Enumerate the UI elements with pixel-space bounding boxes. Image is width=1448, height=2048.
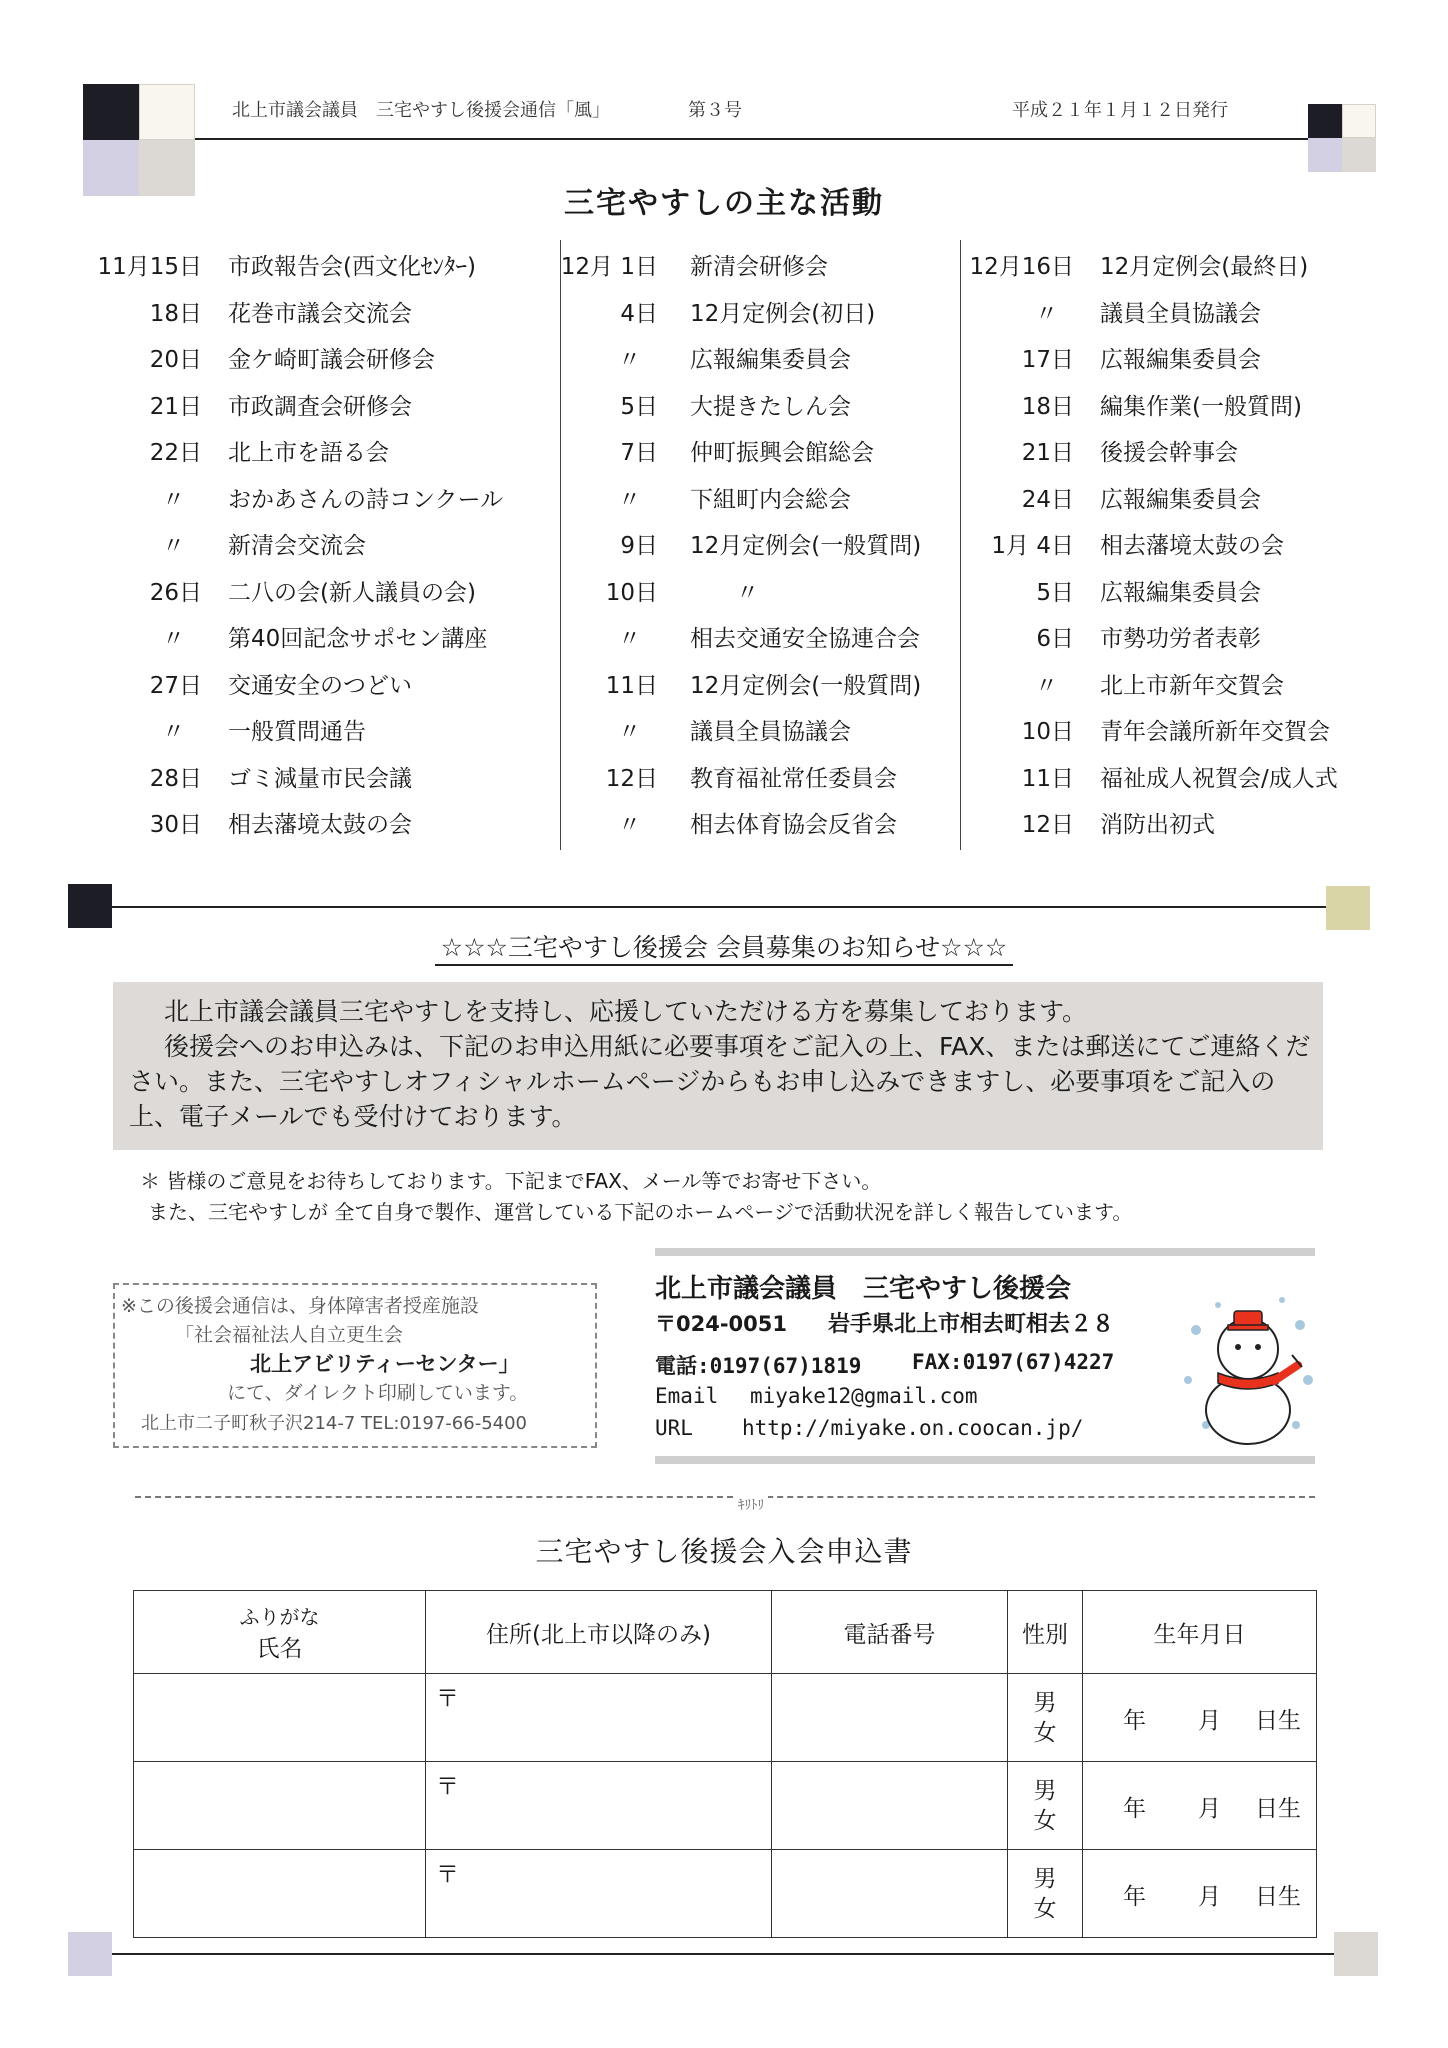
- activity-row: [100, 481, 560, 528]
- activity-event: 仲町振興会館総会: [690, 440, 874, 466]
- activity-row: [966, 713, 1366, 760]
- header-address: 住所(北上市以降のみ): [426, 1591, 772, 1674]
- activity-event: 消防出初式: [1100, 812, 1215, 838]
- month-label: 月: [1198, 1708, 1221, 1734]
- phone-cell[interactable]: [772, 1674, 1008, 1762]
- activity-row: [566, 388, 956, 435]
- contact-url-label: URL: [655, 1416, 693, 1440]
- column-divider: [560, 240, 561, 850]
- activity-date: 27日: [149, 672, 202, 699]
- activity-event: 編集作業(一般質問): [1100, 393, 1302, 420]
- activity-row: [966, 388, 1366, 435]
- activity-row: [97, 248, 560, 295]
- contact-email[interactable]: miyake12@gmail.com: [750, 1384, 978, 1408]
- activity-date: 6日: [1036, 626, 1074, 652]
- activity-row: [566, 620, 956, 667]
- activity-date: 5日: [620, 393, 658, 420]
- activity-date: 〃: [618, 812, 641, 838]
- activity-date: 17日: [1021, 347, 1074, 373]
- name-cell[interactable]: [134, 1674, 426, 1762]
- contact-url[interactable]: http://miyake.on.coocan.jp/: [742, 1416, 1084, 1440]
- activity-row: [100, 341, 560, 388]
- recruitment-title: [0, 928, 1448, 964]
- activity-date: 26日: [149, 579, 202, 606]
- phone-cell[interactable]: [772, 1850, 1008, 1938]
- activity-event: 12月定例会(一般質問): [690, 533, 922, 559]
- header-phone: 電話番号: [772, 1591, 1008, 1674]
- activity-event: 相去藩境太鼓の会: [228, 812, 412, 838]
- gender-cell[interactable]: [1008, 1850, 1083, 1938]
- activity-event: 大提きたしん会: [690, 393, 851, 420]
- birthdate-cell[interactable]: [1083, 1674, 1317, 1762]
- activity-event: 花巻市議会交流会: [228, 300, 412, 327]
- activity-row: [966, 248, 1366, 295]
- contact-fax: FAX:0197(67)4227: [912, 1350, 1115, 1374]
- activity-event: 二八の会(新人議員の会): [228, 579, 476, 606]
- activity-event: 12月定例会(最終日): [1100, 254, 1309, 280]
- address-cell[interactable]: [426, 1762, 772, 1850]
- activity-row: [100, 806, 560, 853]
- activity-date: 12月 1日: [560, 254, 658, 280]
- corner-square-dark-tl: [83, 84, 139, 140]
- phone-cell[interactable]: [772, 1762, 1008, 1850]
- cut-label: ｷﾘﾄﾘ: [734, 1494, 768, 1513]
- activity-row: [100, 620, 560, 667]
- activity-event: 一般質問通告: [228, 719, 366, 745]
- activity-date: 〃: [162, 533, 185, 559]
- header-rule: [195, 138, 1308, 140]
- day-label: 日生: [1255, 1708, 1301, 1734]
- activity-row: [100, 667, 560, 714]
- activity-row: [560, 248, 956, 295]
- activity-date: 28日: [149, 765, 202, 792]
- activity-row: [100, 434, 560, 481]
- gender-female[interactable]: 女: [1033, 1895, 1057, 1922]
- activity-date: 18日: [1021, 393, 1074, 420]
- gender-male[interactable]: 男: [1033, 1777, 1057, 1804]
- footer-square-gray: [1334, 1932, 1378, 1976]
- recruitment-paragraph-1: 北上市議会議員三宅やすしを支持し、応援していただける方を募集しております。: [164, 997, 1088, 1026]
- activity-row: [566, 713, 956, 760]
- month-label: 月: [1198, 1884, 1221, 1910]
- form-row: [134, 1850, 1317, 1938]
- contact-org: 北上市議会議員 三宅やすし後援会: [655, 1274, 1072, 1304]
- activity-date: 12日: [1021, 812, 1074, 838]
- corner-square-gray-tr: [1342, 138, 1376, 172]
- header-gender: 性別: [1008, 1591, 1083, 1674]
- activity-date: 〃: [162, 626, 185, 652]
- activity-date: 12日: [605, 765, 658, 792]
- activity-event: 後援会幹事会: [1100, 440, 1238, 466]
- print-notice-line-2: 「社会福祉法人自立更生会: [175, 1324, 404, 1346]
- gender-cell[interactable]: [1008, 1674, 1083, 1762]
- activity-date: 21日: [1021, 440, 1074, 466]
- mid-divider-rule: [112, 906, 1326, 908]
- note-line-2: また、三宅やすしが 全て自身で製作、運営している下記のホームページで活動状況を詳しく報告しています。: [148, 1200, 1133, 1224]
- activity-row: [100, 295, 560, 342]
- activity-event: 下組町内会総会: [690, 486, 851, 513]
- contact-top-bar: [655, 1248, 1315, 1256]
- activity-date: 12月16日: [969, 254, 1074, 280]
- activity-date: 10日: [605, 579, 658, 606]
- activity-event: 新清会交流会: [228, 533, 366, 559]
- address-cell[interactable]: [426, 1674, 772, 1762]
- activity-date: 〃: [618, 626, 641, 652]
- issue-number: 第３号: [688, 100, 742, 121]
- activity-row: [566, 760, 956, 807]
- activity-row: [100, 527, 560, 574]
- print-notice-line-4: にて、ダイレクト印刷しています。: [227, 1382, 529, 1404]
- name-cell[interactable]: [134, 1850, 426, 1938]
- birthdate-cell[interactable]: [1083, 1762, 1317, 1850]
- application-form-table: [133, 1590, 1317, 1938]
- year-label: 年: [1123, 1884, 1146, 1910]
- activity-date: 〃: [162, 719, 185, 745]
- postal-mark: 〒: [436, 1862, 459, 1888]
- activity-row: [100, 713, 560, 760]
- activity-date: 24日: [1021, 486, 1074, 513]
- activity-event: 市政調査会研修会: [228, 393, 412, 420]
- column-divider: [960, 240, 961, 850]
- print-notice-line-3: 北上アビリティーセンター」: [250, 1352, 520, 1376]
- activity-event: 北上市を語る会: [228, 440, 389, 466]
- corner-square-dark-tr: [1308, 104, 1342, 138]
- activity-row: [566, 806, 956, 853]
- header-birthdate: 生年月日: [1083, 1591, 1317, 1674]
- activity-row: [566, 527, 956, 574]
- activity-event: 広報編集委員会: [1100, 347, 1261, 373]
- activity-date: 21日: [149, 393, 202, 420]
- activity-date: 11日: [605, 672, 658, 699]
- activity-date: 〃: [1035, 300, 1058, 327]
- activity-event: ゴミ減量市民会議: [228, 765, 412, 792]
- gender-female[interactable]: 女: [1033, 1807, 1057, 1834]
- activity-row: [966, 574, 1366, 621]
- activity-date: 〃: [162, 486, 185, 513]
- month-label: 月: [1198, 1796, 1221, 1822]
- activity-date: 9日: [620, 533, 658, 559]
- activity-date: 4日: [620, 300, 658, 327]
- activity-event: 相去体育協会反省会: [690, 812, 897, 838]
- activity-event: 教育福祉常任委員会: [690, 765, 897, 792]
- activity-event: 金ケ崎町議会研修会: [228, 347, 435, 373]
- publication-name: 北上市議会議員 三宅やすし後援会通信「風」: [232, 100, 610, 121]
- activity-row: [966, 667, 1366, 714]
- activity-event: 新清会研修会: [690, 254, 828, 280]
- activity-date: 22日: [149, 440, 202, 466]
- footer-rule: [112, 1953, 1334, 1955]
- activity-date: 20日: [149, 347, 202, 373]
- contact-bottom-bar: [655, 1456, 1315, 1464]
- activity-event: 議員全員協議会: [690, 719, 851, 745]
- corner-square-cream-tr: [1342, 104, 1376, 138]
- contact-address: 岩手県北上市相去町相去２８: [828, 1312, 1115, 1337]
- postal-mark: 〒: [436, 1774, 459, 1800]
- activity-row: [966, 341, 1366, 388]
- form-row: [134, 1762, 1317, 1850]
- activity-event: 12月定例会(初日): [690, 300, 876, 327]
- activity-event: 市勢功労者表彰: [1100, 626, 1261, 652]
- note-line-1: ＊ 皆様のご意見をお待ちしております。下記までFAX、メール等でお寄せ下さい。: [140, 1169, 882, 1193]
- activity-date: 〃: [1035, 672, 1058, 699]
- recruitment-paragraph-2: 後援会へのお申込みは、下記のお申込用紙に必要事項をご記入の上、FAX、または郵送にてご連絡ください。また、三宅やすしオフィシャルホームページからもお申し込みできますし、必要事項をご記入の上、電子メールでも受付けております。: [129, 1032, 1311, 1131]
- header-name: [134, 1591, 426, 1674]
- activity-date: 11月15日: [97, 254, 202, 280]
- print-notice-line-5: 北上市二子町秋子沢214-7 TEL:0197-66-5400: [141, 1413, 527, 1434]
- activity-row: [966, 527, 1366, 574]
- activity-date: 30日: [149, 812, 202, 838]
- activity-event: 市政報告会(西文化ｾﾝﾀｰ): [228, 254, 476, 280]
- activity-row: [100, 574, 560, 621]
- activity-row: [566, 295, 956, 342]
- print-notice-line-1: ※この後援会通信は、身体障害者授産施設: [121, 1295, 479, 1317]
- activity-row: [966, 434, 1366, 481]
- activities-column-2: [560, 248, 956, 853]
- activity-event: 福祉成人祝賀会/成人式: [1100, 765, 1338, 792]
- activity-date: 11日: [1021, 765, 1074, 792]
- divider-square-dark: [68, 884, 112, 928]
- activities-column-3: [966, 248, 1366, 853]
- activity-date: 7日: [620, 440, 658, 466]
- activity-event: 相去藩境太鼓の会: [1100, 533, 1284, 559]
- contact-postal: 〒024-0051: [655, 1312, 787, 1336]
- activity-date: 10日: [1021, 719, 1074, 745]
- activity-event: 相去交通安全協連合会: [690, 626, 920, 652]
- day-label: 日生: [1255, 1884, 1301, 1910]
- activities-column-1: [97, 248, 560, 853]
- activity-event: 第40回記念サポセン講座: [228, 626, 488, 652]
- postal-mark: 〒: [436, 1686, 459, 1712]
- activity-event: 青年会議所新年交賀会: [1100, 719, 1330, 745]
- footer-square-lavender: [68, 1932, 112, 1976]
- activity-row: [100, 760, 560, 807]
- contact-email-label: Email: [655, 1384, 719, 1408]
- activity-event: 交通安全のつどい: [228, 672, 412, 699]
- divider-square-khaki: [1326, 886, 1370, 930]
- name-cell[interactable]: [134, 1762, 426, 1850]
- activity-event: 広報編集委員会: [1100, 579, 1261, 606]
- activity-event: おかあさんの詩コンクール: [228, 486, 504, 513]
- contact-phone: 電話:0197(67)1819: [655, 1354, 862, 1378]
- address-cell[interactable]: [426, 1850, 772, 1938]
- cut-line: [135, 1496, 1315, 1498]
- gender-male[interactable]: 男: [1033, 1689, 1057, 1716]
- form-row: [134, 1674, 1317, 1762]
- activity-date: 1月 4日: [991, 533, 1074, 559]
- activity-row: [566, 434, 956, 481]
- recruitment-title-text: ☆☆☆三宅やすし後援会 会員募集のお知らせ☆☆☆: [435, 933, 1014, 966]
- activity-event: 12月定例会(一般質問): [690, 672, 922, 699]
- activity-row: [966, 620, 1366, 667]
- activity-date: 〃: [618, 486, 641, 513]
- activity-date: 5日: [1036, 579, 1074, 606]
- activity-date: 〃: [618, 719, 641, 745]
- activity-event: 広報編集委員会: [690, 347, 851, 373]
- year-label: 年: [1123, 1708, 1146, 1734]
- snowman-illustration: [1178, 1285, 1318, 1450]
- activity-row: [966, 295, 1366, 342]
- year-label: 年: [1123, 1796, 1146, 1822]
- recruitment-box: [113, 982, 1323, 1150]
- day-label: 日生: [1255, 1796, 1301, 1822]
- activity-row: [966, 481, 1366, 528]
- page-title: 三宅やすしの主な活動: [564, 186, 884, 221]
- activity-event: 〃: [690, 579, 759, 606]
- header-name-label: 氏名: [256, 1636, 303, 1662]
- header-furigana: ふりがな: [239, 1605, 320, 1629]
- corner-square-lavender-tr: [1308, 138, 1342, 172]
- activity-row: [100, 388, 560, 435]
- activity-date: 18日: [149, 300, 202, 327]
- activity-row: [566, 574, 956, 621]
- activity-row: [566, 481, 956, 528]
- activity-date: 〃: [618, 347, 641, 373]
- birthdate-cell[interactable]: [1083, 1850, 1317, 1938]
- activity-event: 広報編集委員会: [1100, 486, 1261, 513]
- gender-female[interactable]: 女: [1033, 1719, 1057, 1746]
- form-header-row: [134, 1591, 1317, 1674]
- activity-row: [566, 341, 956, 388]
- issue-date: 平成２１年１月１２日発行: [1012, 100, 1228, 121]
- activity-event: 北上市新年交賀会: [1100, 672, 1284, 699]
- form-title: 三宅やすし後援会入会申込書: [535, 1535, 913, 1568]
- print-notice-box: [113, 1283, 597, 1448]
- activity-row: [566, 667, 956, 714]
- gender-male[interactable]: 男: [1033, 1865, 1057, 1892]
- activity-event: 議員全員協議会: [1100, 300, 1261, 327]
- activity-row: [966, 760, 1366, 807]
- gender-cell[interactable]: [1008, 1762, 1083, 1850]
- activity-row: [966, 806, 1366, 853]
- corner-square-cream-tl: [139, 84, 195, 140]
